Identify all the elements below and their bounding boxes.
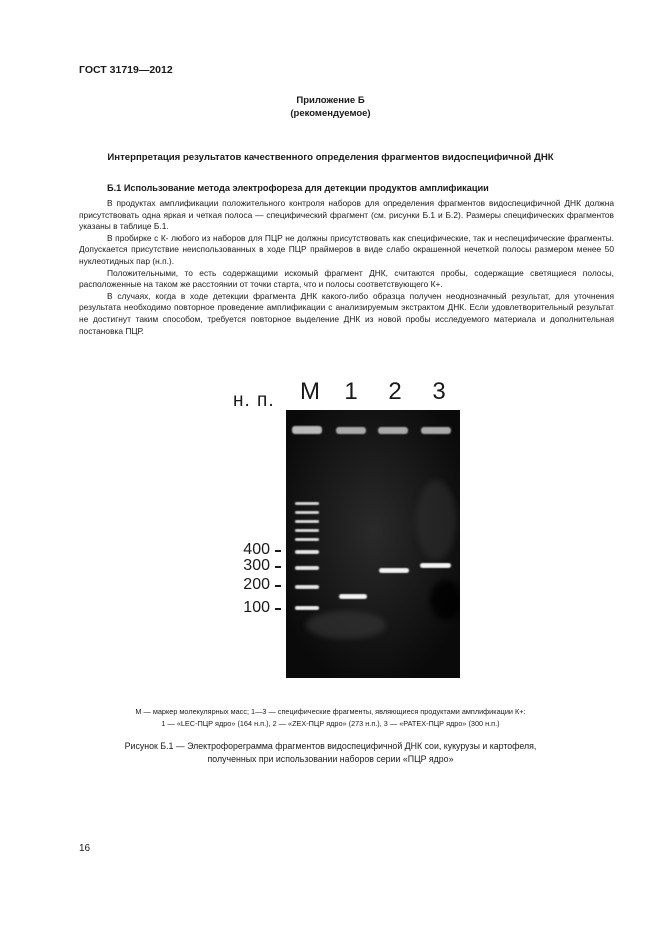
paragraph-1: В продуктах амплификации положительного контроля наборов для определения фрагментов видоспецифичной ДНК должна присутствовать одна яркая и четкая полоса — специфический фрагмент (см. рисунки Б.1 и Б.2). Размеры специфических фрагментов указаны в таблице Б.1.	[79, 198, 614, 232]
gel-drawing	[286, 410, 460, 678]
lane-label-3: 3	[432, 378, 446, 405]
ladder-band-400	[295, 550, 319, 554]
gel-well-2	[378, 427, 408, 434]
size-tick-300	[275, 566, 281, 568]
page-number: 16	[79, 843, 91, 854]
size-tick-200	[275, 585, 281, 587]
lane-label-2: 2	[388, 378, 402, 405]
size-tick-100	[275, 608, 281, 610]
gel-well-marker	[292, 426, 322, 434]
main-title: Интерпретация результатов качественного определения фрагментов видоспецифичной ДНК	[107, 152, 554, 163]
np-label: н. п.	[233, 390, 275, 411]
gel-well-1	[336, 427, 366, 434]
section-heading: Б.1 Использование метода электрофореза для детекции продуктов амплификации	[107, 183, 489, 193]
caption-line-1: Рисунок Б.1 — Электрофореграмма фрагментов видоспецифичной ДНК сои, кукурузы и картофеля,	[124, 741, 537, 751]
legend-line-1: М — маркер молекулярных масс; 1—3 — специфические фрагменты, являющиеся продуктами амплификации К+:	[135, 707, 526, 716]
section-body	[79, 198, 614, 337]
appendix-title: Приложение Б	[296, 95, 365, 106]
size-label-300: 300	[243, 557, 270, 574]
size-label-400: 400	[243, 541, 270, 558]
ladder-band	[295, 538, 319, 541]
paragraph-3: Положительными, то есть содержащими искомый фрагмент ДНК, считаются пробы, содержащие светящиеся полосы, расположенные на таком же расстоянии от точки старта, что и полосы соответствующего К+.	[79, 267, 614, 290]
paragraph-2: В пробирке с К- любого из наборов для ПЦР не должны присутствовать как специфические, так и неспецифические фрагменты. Допускается присутствие неиспользованных в ходе ПЦР праймеров в виде слабо окрашенной нечеткой полосы размером менее 50 нуклеотидных пар (н.п.).	[79, 232, 614, 266]
gel-well-3	[421, 427, 451, 434]
standard-number: ГОСТ 31719—2012	[79, 64, 173, 76]
ladder-band	[295, 502, 319, 505]
appendix-note: (рекомендуемое)	[290, 108, 371, 119]
ladder-band-200	[295, 585, 319, 589]
paragraph-4: В случаях, когда в ходе детекции фрагмента ДНК какого-либо образца получен неоднозначный результат, для уточнения результата необходимо повторное проведение амплификации с анализируемым экстрактом ДНК. Если удовлетворительный результат не достигнут таким способом, требуется повторное выделение ДНК из новой пробы исследуемого материала и дополнительная постановка ПЦР.	[79, 290, 614, 336]
size-label-200: 200	[243, 576, 270, 593]
gel-smear	[416, 480, 456, 560]
appendix-heading	[0, 94, 661, 120]
caption-line-2: полученных при использовании наборов серии «ПЦР ядро»	[207, 753, 454, 764]
ladder-band-100	[295, 606, 319, 610]
legend-line-2: 1 — «LEC-ПЦР ядро» (164 н.п.), 2 — «ZEX-ПЦР ядро» (273 н.п.), 3 — «PATEX-ПЦР ядро» (300 н.п.)	[161, 719, 500, 728]
size-tick-400	[275, 550, 281, 552]
lane-label-1: 1	[344, 378, 358, 405]
ladder-band-300	[295, 566, 319, 570]
size-label-100: 100	[243, 599, 270, 616]
figure-caption	[0, 740, 661, 765]
gel-image	[286, 410, 460, 678]
band-lane-2	[379, 568, 409, 573]
ladder-band	[295, 520, 319, 523]
band-lane-1	[339, 594, 367, 599]
ladder-band	[295, 511, 319, 514]
figure-legend	[0, 706, 661, 730]
band-lane-3	[420, 563, 451, 568]
ladder-band	[295, 529, 319, 532]
lane-label-marker: M	[300, 378, 320, 405]
gel-smear	[306, 611, 386, 639]
